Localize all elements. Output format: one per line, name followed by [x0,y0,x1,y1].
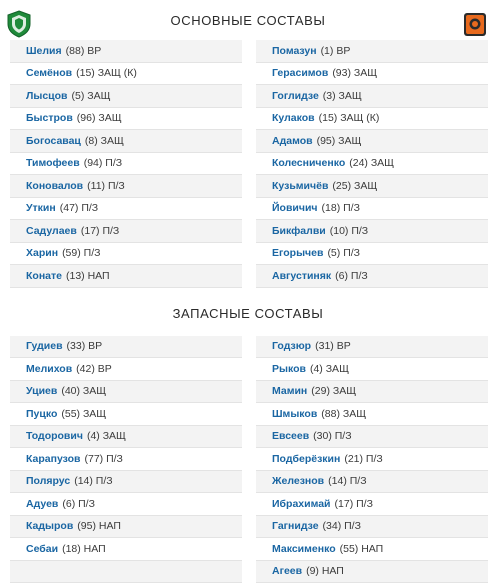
player-name-link[interactable]: Уткин [26,202,56,215]
player-name-link[interactable]: Гудиев [26,340,63,353]
home-team-logo-icon[interactable] [6,10,32,38]
player-row [10,516,242,539]
player-row [10,336,242,359]
player-name-link[interactable]: Гагнидзе [272,520,319,533]
player-name-link[interactable]: Гоглидзе [272,89,319,102]
player-info: (96) ЗАЩ [76,112,122,125]
player-row [256,63,488,86]
substitutes-header [0,292,496,336]
player-name-link[interactable]: Максименко [272,542,336,555]
player-name-link[interactable]: Помазун [272,44,317,57]
player-row [10,243,242,266]
starting-lineups [0,40,496,288]
player-name-link[interactable]: Герасимов [272,67,329,80]
player-name-link[interactable]: Себаи [26,542,59,555]
starting-lineups-header [0,0,496,40]
player-row [256,220,488,243]
player-row [256,471,488,494]
player-row [10,153,242,176]
player-info: (47) П/З [59,202,99,215]
empty-row [10,561,242,584]
player-info: (30) П/З [313,430,352,443]
player-info: (42) ВР [76,362,112,375]
player-name-link[interactable]: Ибрахимай [272,497,331,510]
player-row [10,381,242,404]
player-info: (1) ВР [320,44,351,57]
starting-lineups-title: ОСНОВНЫЕ СОСТАВЫ [170,12,326,28]
player-name-link[interactable]: Харин [26,247,59,260]
player-name-link[interactable]: Богосавац [26,134,81,147]
substitute-lineups [0,336,496,584]
player-row [256,108,488,131]
player-info: (34) П/З [322,520,361,533]
player-name-link[interactable]: Кадыров [26,520,74,533]
player-info: (40) ЗАЩ [61,385,107,398]
player-info: (13) НАП [66,269,110,282]
player-info: (4) ЗАЩ [86,430,126,443]
player-info: (88) ЗАЩ [321,407,367,420]
player-info: (5) П/З [327,247,360,260]
player-info: (5) ЗАЩ [71,89,111,102]
player-info: (18) НАП [62,542,106,555]
player-info: (18) П/З [321,202,360,215]
player-row [256,493,488,516]
player-info: (9) НАП [306,565,344,578]
player-info: (95) НАП [77,520,121,533]
substitutes-title: ЗАПАСНЫЕ СОСТАВЫ [172,306,324,321]
player-info: (15) ЗАЩ (К) [318,112,380,125]
player-name-link[interactable]: Адамов [272,134,313,147]
player-name-link[interactable]: Кузьмичёв [272,179,329,192]
player-info: (17) П/З [334,497,373,510]
player-row [256,85,488,108]
player-info: (88) ВР [65,44,102,57]
player-name-link[interactable]: Тодорович [26,430,83,443]
player-row [256,243,488,266]
player-name-link[interactable]: Мамин [272,385,308,398]
player-info: (21) П/З [344,452,383,465]
player-name-link[interactable]: Шелия [26,44,62,57]
player-info: (8) ЗАЩ [84,134,124,147]
away-team-logo-icon[interactable] [462,10,488,38]
player-row [10,40,242,63]
player-name-link[interactable]: Евсеев [272,430,310,443]
player-name-link[interactable]: Карапузов [26,452,81,465]
player-name-link[interactable]: Конате [26,269,62,282]
player-name-link[interactable]: Коновалов [26,179,84,192]
player-row [256,381,488,404]
player-row [10,358,242,381]
player-row [256,538,488,561]
player-info: (95) ЗАЩ [316,134,362,147]
player-row [10,448,242,471]
player-info: (6) П/З [335,269,368,282]
player-row [256,516,488,539]
player-row [256,426,488,449]
player-name-link[interactable]: Садулаев [26,224,77,237]
home-starting-list [10,40,242,288]
player-name-link[interactable]: Рыков [272,362,306,375]
player-row [10,538,242,561]
player-name-link[interactable]: Мелихов [26,362,73,375]
player-row [10,198,242,221]
player-name-link[interactable]: Уциев [26,385,58,398]
player-row [10,471,242,494]
player-row [256,265,488,288]
player-row [256,403,488,426]
player-info: (24) ЗАЩ [349,157,395,170]
player-row [256,336,488,359]
player-info: (6) П/З [62,497,95,510]
home-subs-list [10,336,242,584]
player-row [10,175,242,198]
player-name-link[interactable]: Годзюр [272,340,312,353]
player-info: (10) П/З [329,224,369,237]
player-info: (59) П/З [62,247,101,260]
player-info: (14) П/З [74,475,113,488]
player-info: (77) П/З [84,452,123,465]
player-info: (93) ЗАЩ [332,67,378,80]
player-row [10,85,242,108]
player-name-link[interactable]: Агеев [272,565,303,578]
player-row [256,175,488,198]
player-row [10,130,242,153]
player-info: (14) П/З [328,475,367,488]
player-name-link[interactable]: Тимофеев [26,157,80,170]
player-name-link[interactable]: Кулаков [272,112,315,125]
player-row [10,493,242,516]
player-name-link[interactable]: Шмыков [272,407,318,420]
player-row [256,40,488,63]
player-name-link[interactable]: Августиняк [272,269,332,282]
player-name-link[interactable]: Быстров [26,112,73,125]
player-name-link[interactable]: Колесниченко [272,157,346,170]
away-starting-list [256,40,488,288]
player-info: (25) ЗАЩ [332,179,378,192]
player-info: (29) ЗАЩ [311,385,357,398]
player-info: (17) П/З [80,224,120,237]
player-row [10,265,242,288]
player-row [256,153,488,176]
player-info: (11) П/З [87,179,125,192]
player-row [256,561,488,584]
player-info: (33) ВР [66,340,103,353]
player-row [10,220,242,243]
player-name-link[interactable]: Егорычев [272,247,324,260]
player-name-link[interactable]: Йовичич [272,202,318,215]
player-info: (15) ЗАЩ (К) [76,67,137,80]
player-info: (55) НАП [339,542,384,555]
player-info: (31) ВР [315,340,351,353]
player-row [256,198,488,221]
player-row [256,448,488,471]
player-row [10,403,242,426]
player-row [256,130,488,153]
player-info: (4) ЗАЩ [309,362,349,375]
player-name-link[interactable]: Полярус [26,475,71,488]
player-name-link[interactable]: Лысцов [26,89,68,102]
player-row [10,426,242,449]
away-subs-list [256,336,488,584]
player-info: (3) ЗАЩ [322,89,362,102]
player-info: (55) ЗАЩ [61,407,107,420]
player-name-link[interactable]: Бикфалви [272,224,326,237]
player-name-link[interactable]: Адуев [26,497,59,510]
player-name-link[interactable]: Железнов [272,475,325,488]
player-name-link[interactable]: Семёнов [26,67,73,80]
player-row [10,63,242,86]
player-info: (94) П/З [83,157,123,170]
player-row [10,108,242,131]
player-name-link[interactable]: Пуцко [26,407,58,420]
player-name-link[interactable]: Подберёзкин [272,452,341,465]
player-row [256,358,488,381]
